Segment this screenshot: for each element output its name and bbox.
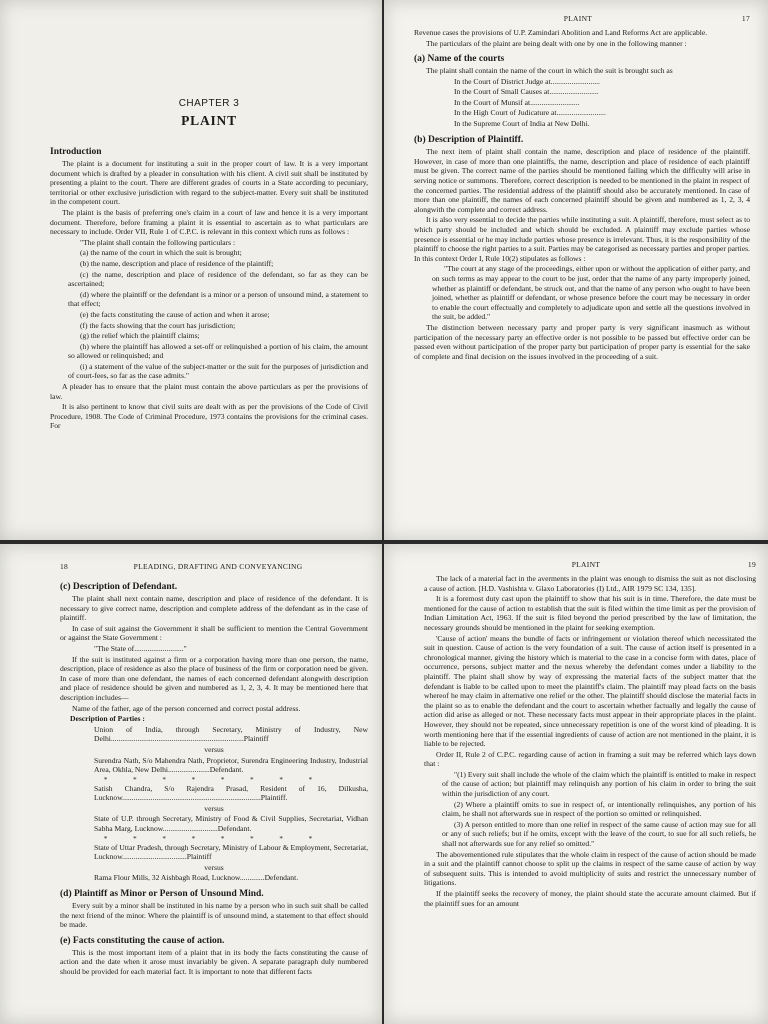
list-item: (g) the relief which the plaintiff claims; xyxy=(80,331,200,341)
chapter-title: PLAINT xyxy=(181,113,237,128)
page-number: 18 xyxy=(60,562,69,571)
paragraph: The plaint shall contain the name of the court in which the suit is brought such as xyxy=(426,66,673,76)
running-head xyxy=(424,560,756,574)
running-head xyxy=(414,14,750,28)
party-entry: State of U.P. through Secretary, Ministry of Food & Civil Supplies, Secretariat, Vidhan Sabha Marg, Lucknow.............................Defendant. xyxy=(94,814,368,834)
running-head-title: PLAINT xyxy=(563,14,593,23)
section-heading-introduction: Introduction xyxy=(50,147,102,157)
paragraph: Revenue cases the provisions of U.P. Zamindari Abolition and Land Reforms Act are applicable. xyxy=(414,28,708,37)
running-head-title: PLAINT xyxy=(571,560,601,569)
block-quote: "(1) Every suit shall include the whole of the claim which the plaintiff is entitled to make in respect of the cause of action; but plaintiff may relinquish any portion of his claim in order to bring the suit within the jurisdiction of any court. xyxy=(442,769,756,799)
court-line: In the Court of District Judge at.......................... xyxy=(454,76,600,86)
quote-intro: "The plaint shall contain the following particulars : xyxy=(80,237,236,247)
paragraph: The distinction between necessary party and proper party is very significant inasmuch as without participation of the necessary party an effective order is not possible to be passed but effective order can be passed even without participation of the proper party but participation of proper party is essential for the sake of complete and final decision on the issues involved in the proceeding of a suit. xyxy=(414,322,750,361)
block-quote: (2) Where a plaintiff omits to sue in respect of, or intentionally relinquishes, any portion of his claim, he shall not afterwards sue in respect of the portion so omitted or relinquished. xyxy=(442,799,756,819)
parties-heading: Description of Parties : xyxy=(70,714,145,724)
running-head xyxy=(60,562,368,576)
court-line: In the Court of Munsif at.......................... xyxy=(454,97,580,107)
paragraph: This is the most important item of a plaint that in its body the facts constituting the cause of action and the date when it arose must invariably be given. A separate paragraph duly numbered should be provided for each material fact. It is important to note that different facts xyxy=(60,947,368,976)
page-16 xyxy=(0,0,382,540)
paragraph: The next item of plaint shall contain the name, description and place of residence of the plaintiff. However, in case of more than one plaintiffs, the name, description and place of residence of each plaintiff must be given. The correct name of the parties should be mentioned failing which the difficulty will arise in serving notice or summons. Therefore, correct description is needed to be mentioned in the plaint in respect of the concerned parties. The residential address of the plaintiff should also be accurately mentioned. In case of more than one plaintiff, the names of each concerned plaintiff should be given and numbered as 1, 2, 3, 4 alongwith the complete and correct address. xyxy=(414,147,750,214)
paragraph: The plaint is a document for instituting a suit in the proper court of law. It is a very important document which is drafted by a pleader in consultation with his client. A civil suit shall be instituted by presenting a plaint to the court. There are different grades of courts in a State according to pecuniary, territorial or other exclusive jurisdiction with regard to the subject-matter. Every suit shall be instituted in the competent court. xyxy=(50,159,368,207)
page-number: 17 xyxy=(741,14,750,23)
paragraph: In case of suit against the Government it shall be sufficient to mention the Central Government or against the State Government : xyxy=(60,623,368,643)
block-quote: (3) A person entitled to more than one relief in respect of the same cause of action may sue for all or any of such reliefs; but if he omits, except with the leave of the court, to sue for all such reliefs, he shall not afterwards sue for any relief so omitted." xyxy=(442,819,756,849)
paragraph: Every suit by a minor shall be instituted in his name by a person who in such suit shall be called the next friend of the minor. Where the plaintiff is of unsound mind, a statement to that effect should be made. xyxy=(60,901,368,930)
page-19 xyxy=(384,544,768,1024)
page-number: 19 xyxy=(747,560,756,569)
court-line: In the Supreme Court of India at New Delhi. xyxy=(454,118,590,128)
paragraph: A pleader has to ensure that the plaint must contain the above particulars as per the provisions of law. xyxy=(50,382,368,401)
party-entry: Satish Chandra, S/o Rajendra Prasad, Resident of 16, Dilkusha, Lucknow.........................................................................Plaintiff. xyxy=(94,783,368,803)
list-item: (i) a statement of the value of the subject-matter or the suit for the purposes of jurisdiction and of court-fees, so far as the case admits." xyxy=(68,361,368,381)
section-heading-b: (b) Description of Plaintiff. xyxy=(414,135,524,146)
page-18 xyxy=(0,544,382,1024)
paragraph: The plaint is the basis of preferring one's claim in a court of law and hence it is a very important document. Therefore, before framing a plaint it is essential to ascertain as to what particulars are necessary to include. Order VII, Rule 1 of C.P.C. is relevant in this context which runs as follows : xyxy=(50,207,368,237)
separator-stars: * * * * * * * * xyxy=(103,834,325,843)
paragraph: It is also pertinent to know that civil suits are dealt with as per the provisions of the Code of Civil Procedure, 1908. The Code of Criminal Procedure, 1973 contains the provisions for the criminal cases. For xyxy=(50,402,368,431)
list-item: (c) the name, description and place of residence of the defendant, so far as they can be ascertained; xyxy=(68,269,368,289)
paragraph: The particulars of the plaint are being dealt with one by one in the following manner : xyxy=(426,38,687,48)
court-line: In the Court of Small Causes at.......................... xyxy=(454,87,599,97)
list-item: (a) the name of the court in which the suit is brought; xyxy=(80,248,242,258)
versus-label: versus xyxy=(204,744,224,754)
party-entry: State of Uttar Pradesh, through Secretary, Ministry of Labour & Employment, Secretariat, Lucknow..................................Plaintiff xyxy=(94,842,368,862)
paragraph: 'Cause of action' means the bundle of facts or infringement or violation thereof which necessitated the suit in question. Cause of action is the very foundation of a suit. The cause of action itself is presented in a chronological manner, giving the history which is material to the case in a concise form with dates, place of occurrence, persons, subject matter and the nexus whereby the defendant comes under a liability to the plaintiff. The plaint shall show by way of expressing the material facts of the subject matter that the defendant is liable to be called upon to meet the plaintiff's claim. The plaintiff may plead facts on the basis whereof he may claim in alternative one relief or the other. The plaintiff should disclose the material facts in the plaint so as to enable the defendant and the court to ascertain whether factually and legally the cause of action did arise as alleged or not. These necessary facts must appear in their appropriate places in the plaint. However, they should not be repeated, since unnecessary repetition is one of the worst kind of pleading. It is worth mentioning here that if the essential ingredients of cause of action are not mentioned in the plaint, it is liable to be rejected. xyxy=(424,633,756,749)
section-heading-e: (e) Facts constituting the cause of action. xyxy=(60,935,225,946)
court-line: In the High Court of Judicature at.......................... xyxy=(454,108,606,118)
list-item: (e) the facts constituting the cause of action and when it arose; xyxy=(80,309,270,319)
block-quote: "The court at any stage of the proceedings, either upon or without the application of either party, and on such terms as may appear to the court to be just, order that the name of any party improperly joined, whether as plaintiff or defendant, be struck out, and that the name of any person who ought to have been joined, whether as plaintiff or defendant, or whose presence before the court may be necessary in order to enable the court effectually and completely to adjudicate upon and settle all the questions involved in the suit, be added." xyxy=(432,264,750,322)
paragraph: Name of the father, age of the person concerned and correct postal address. xyxy=(72,703,301,713)
paragraph: It is also very essential to decide the parties while instituting a suit. A plaintiff, therefore, must select as to which party should be included and which should be excluded. A plaintiff may exclude parties whose presence is essential or he may include parties whose presence is irrelevant. Thus, it is the responsibility of the plaintiff to choose the right parties to a suit. Parties may be categorised as necessary parties and proper parties. In this context Order I, Rule 10(2) stipulates as follows : xyxy=(414,215,750,263)
section-heading-a: (a) Name of the courts xyxy=(414,54,505,65)
paragraph: The abovementioned rule stipulates that the whole claim in respect of the cause of action should be made in a suit and the plaintiff cannot choose to split up the claims in respect of the same cause of action by way of subsequent suits. This is intended to avoid multiplicity of suits and restrict the unnecessary number of litigations. xyxy=(424,849,756,888)
list-item: (f) the facts showing that the court has jurisdiction; xyxy=(80,320,236,330)
page-17 xyxy=(384,0,768,540)
versus-label: versus xyxy=(204,803,224,813)
party-entry: Surendra Nath, S/o Mahendra Nath, Proprietor, Surendra Engineering Industry, Industrial Area, Okhla, New Delhi......................Defendant. xyxy=(94,755,368,775)
paragraph: The lack of a material fact in the averments in the plaint was enough to dismiss the suit as not disclosing a cause of action. [H.D. Vashishta v. Glaxo Laboratories (I) Ltd., AIR 1979 SC 134, 135]. xyxy=(424,574,756,593)
list-item: (b) the name, description and place of residence of the plaintiff; xyxy=(80,258,274,268)
separator-stars: * * * * * * * * xyxy=(103,775,325,784)
section-heading-c: (c) Description of Defendant. xyxy=(60,582,178,592)
chapter-label: CHAPTER 3 xyxy=(178,98,240,109)
paragraph: Order II, Rule 2 of C.P.C. regarding cause of action in framing a suit may be referred which lays down that : xyxy=(424,749,756,769)
paragraph: If the suit is instituted against a firm or a corporation having more than one person, the name, description, place of residence as also the place of business of the firm or corporation need be given. In case of more than one defendant, the names of each concerned defendant alongwith description and place of residence should be given and numbered as 1, 2, 3, 4. It may be mentioned here that description includes— xyxy=(60,654,368,702)
paragraph: If the plaintiff seeks the recovery of money, the plaint should state the accurate amount claimed. But if the plaintiff sues for an amount xyxy=(424,889,756,908)
list-item: (d) where the plaintiff or the defendant is a minor or a person of unsound mind, a statement to that effect; xyxy=(68,289,368,309)
state-of-line: "The State of.........................." xyxy=(94,643,187,653)
section-heading-d: (d) Plaintiff as Minor or Person of Unsound Mind. xyxy=(60,889,264,900)
paragraph: It is a foremost duty cast upon the plaintiff to show that his suit is in time. Therefore, the date must be mentioned for the cause of action to establish that the suit is filed within the time limit as per the provision of Indian Limitation Act, 1963. If the suit is filed beyond the period prescribed by the law of limitation, the necessary grounds should be mentioned in the plaint for seeking exemption. xyxy=(424,594,756,632)
list-item: (h) where the plaintiff has allowed a set-off or relinquished a portion of his claim, the amount so allowed or relinquished; and xyxy=(68,341,368,361)
paragraph: The plaint shall next contain name, description and place of residence of the defendant. It is necessary to give correct name, description and complete address of the defendant as in the case of plaintiff. xyxy=(60,594,368,623)
running-head-title: PLEADING, DRAFTING AND CONVEYANCING xyxy=(133,562,303,571)
versus-label: versus xyxy=(204,862,224,872)
party-entry: Rama Flour Mills, 32 Aishbagh Road, Lucknow.............Defendant. xyxy=(94,873,299,883)
party-entry: Union of India, through Secretary, Ministry of Industry, New Delhi......................................................................Plaintiff xyxy=(94,724,368,744)
